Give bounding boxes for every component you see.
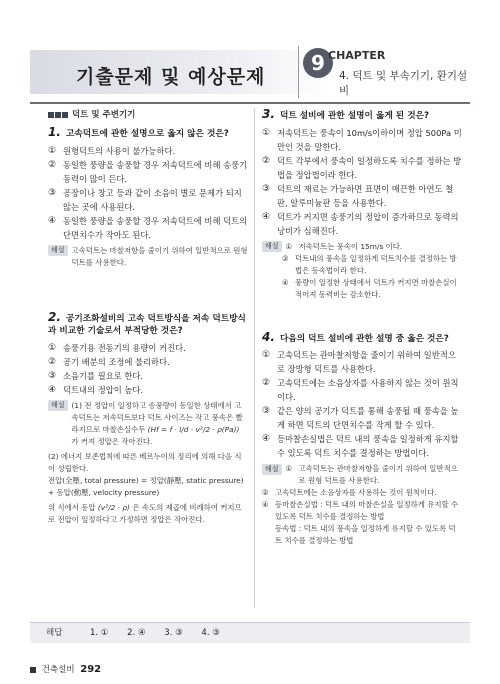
option-text: 저속덕트는 풍속이 10m/s이하이며 정압 500Pa 미만인 것을 말한다. — [277, 127, 462, 152]
solution-mark: ④ — [262, 500, 269, 509]
solution-text-part: 가 커져 정압은 작아진다. — [71, 436, 153, 446]
solution-item — [262, 463, 462, 487]
question-text — [48, 311, 248, 338]
question-1 — [48, 126, 248, 269]
solution-tag: 해설 — [48, 400, 68, 411]
solution — [262, 463, 462, 547]
solution-text-part: 전압(全壓, total pressure) = 정압(靜壓, static pressure) + 동압(動壓, velocity pressure) — [48, 475, 244, 497]
solution-text-part: 위 식에서 동압 — [48, 502, 96, 512]
option-mark: ③ — [262, 183, 271, 194]
header-divider — [298, 46, 299, 98]
option-mark: ④ — [262, 211, 271, 222]
chapter-label: CHAPTER — [328, 49, 386, 62]
option-text: 덕트의 재료는 가능하면 표면이 매끈한 아연도 철판, 알루미늄판 등을 사용한다. — [277, 183, 454, 208]
option-mark: ④ — [262, 434, 271, 444]
option-mark: ② — [48, 159, 57, 170]
option-mark: ② — [48, 356, 57, 367]
option-text: 고속덕트는 관마찰저항을 줄이기 위하여 일반적으로 장방형 덕트를 사용한다. — [277, 350, 456, 374]
answer-key-bar — [30, 622, 470, 643]
chapter-number-badge: 9 — [303, 48, 333, 78]
option-text: 송풍기용 전동기의 용량이 커진다. — [63, 342, 186, 353]
solution-text: 등마찰손실법 : 덕트 내의 마찰손실을 일정하게 유지할 수 있도록 덕트 치수를 결정하는 방법 — [275, 500, 459, 521]
option-text: 덕트가 커지면 송풍기의 정압이 증가하므로 동력의 낭비가 심해진다. — [277, 211, 459, 236]
question-number: 3. — [262, 107, 275, 121]
option — [262, 376, 462, 404]
chapter-subtitle: 4. 덕트 및 부속기기, 환기설비 — [339, 70, 468, 97]
option-text: 고속덕트에는 소음상자를 사용하지 않는 것이 원칙이다. — [277, 378, 459, 402]
right-column — [262, 108, 462, 547]
question-3 — [262, 108, 462, 301]
option — [262, 182, 462, 210]
option-mark: ③ — [262, 406, 271, 416]
square-bullet-icon — [62, 112, 68, 118]
page-footer — [30, 663, 101, 675]
section-label: 덕트 및 주변기기 — [71, 110, 136, 120]
solution — [262, 241, 462, 301]
option-mark: ④ — [48, 384, 57, 395]
solution-tag: 해설 — [262, 241, 282, 252]
solution-tag: 해설 — [262, 464, 282, 475]
page-number: 292 — [80, 664, 102, 675]
option — [48, 341, 248, 355]
option-text: 공장이나 창고 등과 같이 소음이 별로 문제가 되지 않는 곳에 사용된다. — [63, 187, 242, 212]
square-bullet-icon — [48, 112, 54, 118]
question-text — [262, 108, 462, 123]
option-text: 덕트내의 정압이 높다. — [63, 384, 144, 395]
solution-mark: ④ — [282, 277, 289, 287]
solution-text: 고속덕트는 마찰저항을 줄이기 위하여 일반적으로 원형덕트를 사용한다. — [71, 245, 248, 267]
answer-item: 4. ③ — [201, 628, 220, 638]
option-mark: ③ — [48, 370, 57, 381]
option-mark: ② — [262, 155, 271, 166]
option — [262, 210, 462, 238]
solution-item — [262, 253, 462, 277]
option-text: 공기 배분의 조정에 불리하다. — [63, 356, 170, 367]
question-number: 1. — [48, 125, 61, 139]
option — [262, 154, 462, 182]
option — [262, 404, 462, 432]
solution-paragraph — [48, 400, 248, 448]
header-rule — [30, 102, 470, 104]
solution-text-part: 은 속도의 제곱에 비례하여 커지므로 전압이 일정하다고 가정하면 정압은 작아진다. — [48, 502, 242, 524]
book-title: 건축설비 — [41, 665, 75, 675]
option-mark: ④ — [48, 215, 57, 226]
question-text — [262, 331, 462, 346]
solution-mark: ② — [282, 253, 289, 263]
section-heading — [48, 108, 248, 122]
option-text: 등마찰손실법은 덕트 내의 풍속을 일정하게 유지할 수 있도록 덕트 치수를 결정하는 방법이다. — [277, 434, 459, 458]
option-text: 동일한 풍량을 송풍할 경우 저속덕트에 비해 덕트의 단면치수가 작아도 된다. — [63, 215, 248, 240]
solution — [48, 245, 248, 269]
question-4 — [262, 331, 462, 548]
page-title: 기출문제 및 예상문제 — [76, 66, 266, 88]
solution-item — [262, 277, 462, 301]
option — [262, 126, 462, 154]
option-text: 동일한 풍량을 송풍할 경우 저속덕트에 비해 송풍기 동력이 많이 든다. — [63, 159, 248, 184]
solution-mark: ② — [262, 488, 269, 497]
option — [48, 158, 248, 186]
question-2 — [48, 311, 248, 526]
square-bullet-icon — [30, 667, 36, 673]
solution-text: 고속덕트에는 소음상자를 사용하는 것이 원칙이다. — [275, 488, 437, 497]
option-mark: ① — [262, 350, 271, 360]
solution-item — [262, 499, 462, 523]
option-mark: ③ — [48, 187, 57, 198]
solution-text: 덕트내의 풍속을 일정하게 덕트치수를 결정하는 방법은 등속법이라 한다. — [295, 253, 457, 275]
square-bullet-icon — [55, 112, 61, 118]
option — [48, 186, 248, 214]
question-stem: 다음의 덕트 설비에 관한 설명 중 옳은 것은? — [279, 333, 449, 344]
solution-text — [72, 400, 248, 448]
option — [48, 383, 248, 397]
solution-text-part: (2) 에너지 보존법칙에 따른 베르누이의 정리에 의해 다음 식이 성립한다. — [48, 451, 242, 473]
answer-label: 해답 — [46, 628, 63, 638]
answer-list — [90, 623, 236, 643]
answer-item: 3. ③ — [164, 628, 183, 638]
solution-text-part — [48, 502, 248, 526]
column-divider — [254, 108, 255, 608]
option-text: 덕트 각부에서 풍속이 일정하도록 치수를 정하는 방법을 정압법이라 한다. — [277, 155, 462, 180]
option-mark: ① — [48, 145, 57, 156]
solution-tag: 해설 — [48, 245, 68, 256]
option-mark: ① — [262, 127, 271, 138]
option-mark: ② — [262, 378, 271, 388]
solution-text: 고속덕트는 관마찰저항을 줄이기 위하여 일반적으로 원형 덕트를 사용한다. — [298, 464, 458, 485]
option-text: 소음기를 필요로 한다. — [63, 370, 144, 381]
answer-item: 2. ④ — [127, 628, 146, 638]
question-number: 2. — [48, 309, 61, 324]
formula: (v²/2 · ρ) — [97, 502, 130, 512]
question-stem: 고속덕트에 관한 설명으로 옳지 않은 것은? — [65, 129, 229, 139]
left-column — [48, 108, 248, 526]
question-text — [48, 126, 248, 141]
option-text: 같은 양의 공기가 덕트를 통해 송풍될 때 풍속을 높게 하면 덕트의 단면치수를 작게 할 수 있다. — [277, 406, 459, 430]
chapter-header — [30, 40, 470, 104]
option — [262, 348, 462, 376]
question-number: 4. — [262, 329, 275, 344]
solution-text-part: (1) 전 정압이 일정하고 송풍량이 동일한 상태에서 고속덕트는 저속덕트보다 덕트 사이즈는 작고 풍속은 빨라지므로 마찰손실수두 — [71, 400, 243, 434]
answer-item: 1. ① — [90, 628, 109, 638]
option — [48, 144, 248, 158]
option — [48, 369, 248, 383]
solution-item — [262, 487, 462, 499]
option — [48, 214, 248, 242]
solution-text: 풍량이 일정한 상태에서 덕트가 커지면 마찰손실이 적어져 동력비는 감소한다. — [295, 277, 457, 299]
solution-mark: ① — [285, 241, 293, 251]
solution-text: 등속법 : 덕트 내의 풍속을 일정하게 유지할 수 있도록 덕트 치수를 결정하는 방법 — [275, 524, 456, 545]
option-mark: ① — [48, 342, 57, 353]
solution — [48, 400, 248, 526]
solution-mark: ① — [285, 464, 293, 473]
option-text: 원형덕트의 사용이 불가능하다. — [63, 145, 176, 156]
question-stem: 공기조화설비의 고속 덕트방식을 저속 덕트방식과 비교한 기술로서 부적당한 것은? — [48, 313, 246, 336]
option — [48, 355, 248, 369]
formula: (Hf = f · l/d · v²/2 · ρ(Pa)) — [147, 424, 240, 434]
solution-text: 저속덕트는 풍속이 15m/s 이다. — [298, 241, 403, 251]
question-stem: 덕트 설비에 관한 설명이 옳게 된 것은? — [279, 111, 430, 121]
solution-item — [262, 241, 462, 253]
option — [262, 432, 462, 460]
